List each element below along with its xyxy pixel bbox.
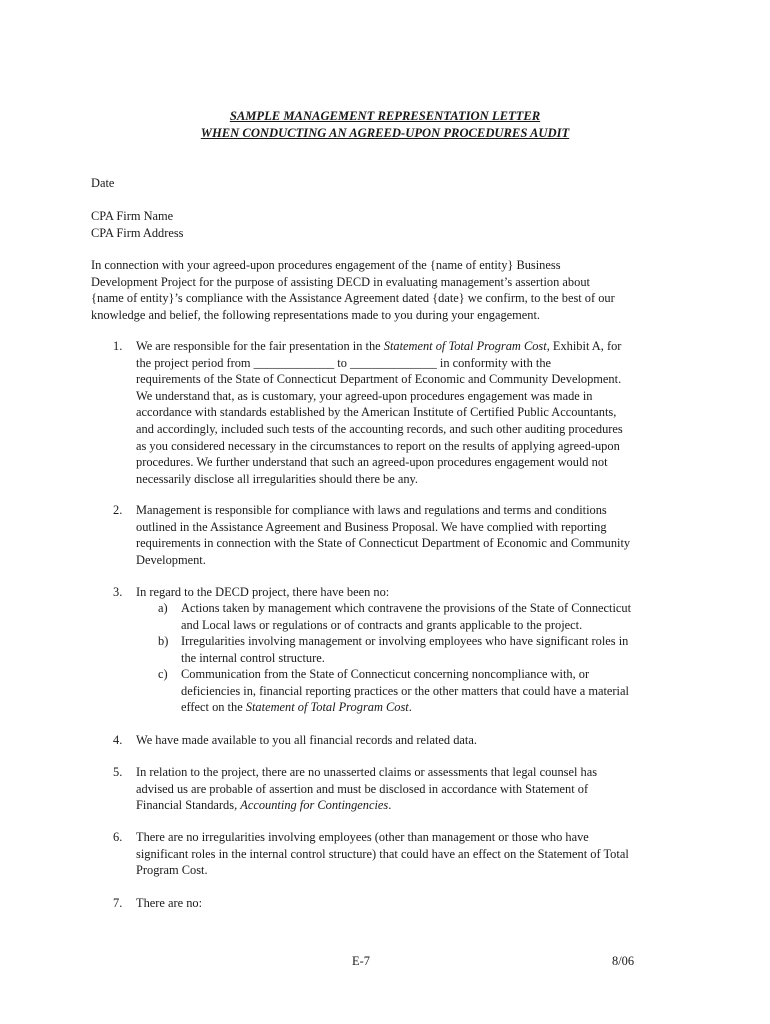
sub-item-line: deficiencies in, financial reporting practices or the other matters that could have a material (181, 683, 629, 698)
item-line: Financial Standards, Accounting for Contingencies. (136, 798, 392, 813)
item-line: the project period from _____________ to ______________ in conformity with the (136, 355, 552, 370)
intro-paragraph (91, 257, 691, 323)
sub-item-line: the internal control structure. (181, 650, 325, 665)
item-line: procedures. We further understand that such an agreed-upon procedures engagement would not (136, 455, 608, 470)
item-number: 2. (113, 503, 123, 517)
item-number: 1. (113, 339, 123, 353)
sub-item-line: Actions taken by management which contravene the provisions of the State of Connecticut (181, 601, 632, 615)
item-line: In relation to the project, there are no unasserted claims or assessments that legal counsel has (136, 765, 598, 779)
title-line-1: SAMPLE MANAGEMENT REPRESENTATION LETTER (229, 109, 541, 123)
item-line: Program Cost. (136, 863, 208, 878)
firm-address: CPA Firm Address (91, 225, 184, 240)
item-line: and accordingly, included such tests of the accounting records, and such other auditing procedures (136, 421, 623, 436)
item-line: In regard to the DECD project, there have been no: (136, 585, 390, 599)
date-label: Date (91, 176, 115, 190)
item-number: 6. (113, 830, 123, 844)
item-line: requirements of the State of Connecticut Department of Economic and Community Development. (136, 372, 622, 387)
intro-line: {name of entity}’s compliance with the Assistance Agreement dated {date} we confirm, to the best of our (91, 291, 615, 306)
item-line: as you considered necessary in the circumstances to report on the results of applying agreed-upon (136, 438, 620, 453)
item-line: We have made available to you all financial records and related data. (136, 733, 477, 747)
sub-item-line: Irregularities involving management or involving employees who have significant roles in (181, 634, 629, 648)
item-number: 5. (113, 765, 123, 779)
item-line: necessarily disclose all irregularities should there be any. (136, 471, 419, 486)
sub-item-line: Communication from the State of Connecticut concerning noncompliance with, or (181, 667, 590, 681)
item-line: significant roles in the internal control structure) that could have an effect on the Statement of Total (136, 846, 629, 861)
item-line: There are no irregularities involving employees (other than management or those who have (136, 830, 589, 844)
item-line: Development. (136, 552, 206, 567)
firm-block (91, 208, 691, 241)
title-line-2: WHEN CONDUCTING AN AGREED-UPON PROCEDURES AUDIT (200, 126, 570, 140)
item-line: We are responsible for the fair presentation in the Statement of Total Program Cost, Exhibit A, for (136, 339, 622, 353)
item-number: 4. (113, 733, 123, 747)
page-number: E-7 (352, 954, 370, 968)
item-line: accordance with standards established by the American Institute of Certified Public Accountants, (136, 405, 617, 420)
revision-date: 8/06 (612, 954, 635, 968)
item-line: Management is responsible for compliance with laws and regulations and terms and conditions (136, 503, 607, 517)
item-line: We understand that, as is customary, your agreed-upon procedures engagement was made in (136, 388, 593, 403)
sub-item-letter: c) (158, 667, 168, 681)
sub-item-letter: b) (158, 634, 169, 648)
sub-item-letter: a) (158, 601, 168, 615)
intro-line: Development Project for the purpose of assisting DECD in evaluating management’s assertion about (91, 274, 590, 289)
item-number: 7. (113, 896, 123, 910)
item-line: There are no: (136, 896, 203, 910)
intro-line: In connection with your agreed-upon procedures engagement of the {name of entity} Business (91, 258, 561, 272)
intro-line: knowledge and belief, the following representations made to you during your engagement. (91, 307, 541, 322)
sub-item-line: effect on the Statement of Total Program Cost. (181, 700, 412, 715)
sub-item-line: and Local laws or regulations or of contracts and grants applicable to the project. (181, 617, 583, 632)
item-line: requirements in connection with the State of Connecticut Department of Economic and Community (136, 536, 631, 551)
item-number: 3. (113, 585, 123, 599)
item-line: outlined in the Assistance Agreement and Business Proposal. We have complied with reporting (136, 519, 607, 534)
firm-name: CPA Firm Name (91, 209, 174, 223)
item-line: advised us are probable of assertion and must be disclosed in accordance with Statement of (136, 781, 589, 796)
